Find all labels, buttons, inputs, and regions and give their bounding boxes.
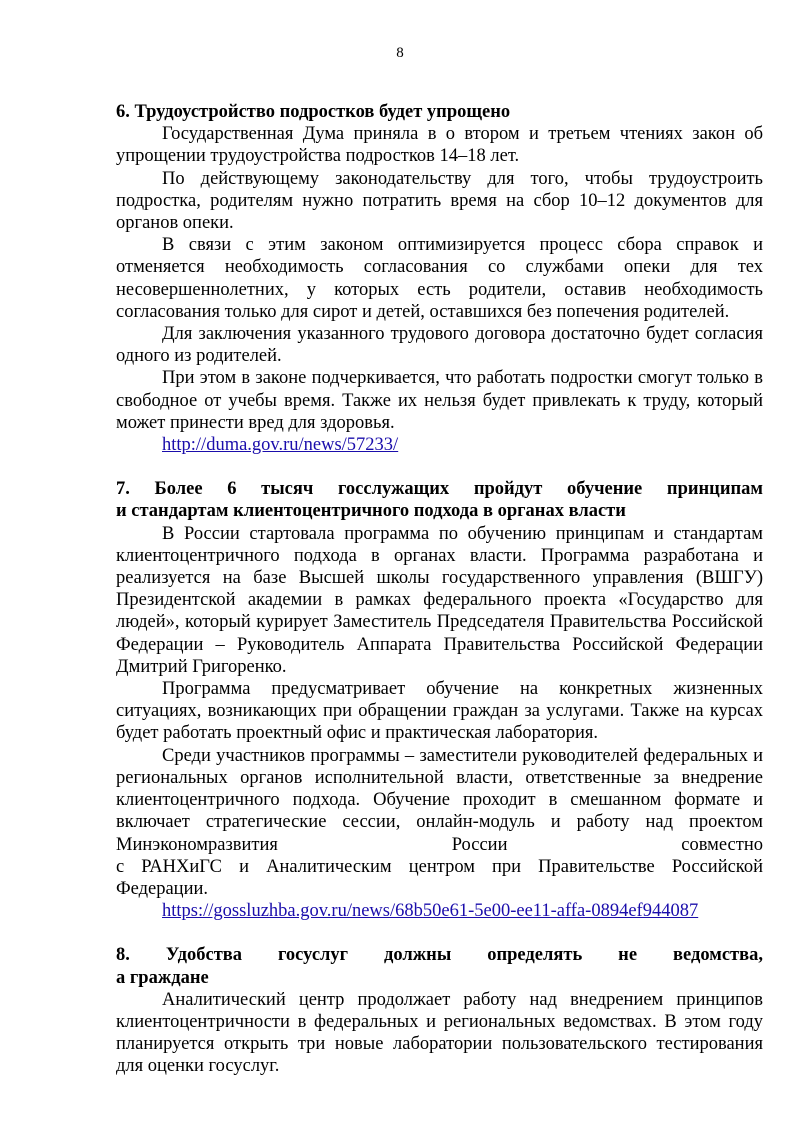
duma-news-link[interactable]: http://duma.gov.ru/news/57233/ <box>162 435 399 456</box>
section-7-paragraph: Среди участников программы – заместители руководителей федеральных и региональных органов исполнительной власти, ответственные за внедрение клиентоцентричного подхода. Обучение проходит в смешанном формате и включает стратегические сессии, онлайн-модуль и работу над проектом Минэкономразвития России совместно <box>116 745 763 855</box>
section-6-paragraph: В связи с этим законом оптимизируется процесс сбора справок и отменяется необходимость согласования со службами опеки для тех несовершеннолетних, у которых есть родители, оставив необходимость согласования только для сирот и детей, оставшихся без попечения родителей. <box>116 235 763 322</box>
section-6-paragraph: По действующему законодательству для того, чтобы трудоустроить подростка, родителям нужно потратить время на сбор 10–12 документов для органов опеки. <box>116 168 763 234</box>
section-7-paragraph: В России стартовала программа по обучению принципам и стандартам клиентоцентричного подхода в органах власти. Программа разработана и реализуется на базе Высшей школы государственного управления (ВШГУ) Президентской академии в рамках федерального проекта «Государство для людей», который курирует Заместитель Председателя Правительства Российской Федерации – Руководитель Аппарата Правительства Российской Федерации Дмитрий Григоренко. <box>116 523 763 677</box>
section-7-heading <box>116 478 763 522</box>
section-6-paragraph: Для заключения указанного трудового договора достаточно будет согласия одного из родителей. <box>116 324 763 367</box>
section-8 <box>116 944 763 1077</box>
section-8-heading-line-1: 8. Удобства госуслуг должны определять не ведомства, <box>116 945 763 966</box>
section-6-paragraph: Государственная Дума приняла в о втором и третьем чтениях закон об упрощении трудоустройства подростков 14–18 лет. <box>116 124 763 167</box>
page-number: 8 <box>396 45 404 61</box>
section-7 <box>116 478 763 922</box>
section-6 <box>116 101 763 456</box>
section-7-paragraph: Программа предусматривает обучение на конкретных жизненных ситуациях, возникающих при обращении граждан за услугами. Также на курсах будет работать проектный офис и практическая лаборатория. <box>116 679 763 744</box>
section-7-heading-line-2: и стандартам клиентоцентричного подхода в органах власти <box>116 501 626 522</box>
document-body <box>116 101 763 1078</box>
section-8-paragraph: Аналитический центр продолжает работу над внедрением принципов клиентоцентричности в федеральных и региональных ведомствах. В этом году планируется открыть три новые лаборатории пользовательского тестирования для оценки госуслуг. <box>116 989 763 1077</box>
section-7-paragraph: с РАНХиГС и Аналитическим центром при Правительстве Российской Федерации. <box>116 856 763 899</box>
section-8-heading-line-2: а граждане <box>116 967 209 988</box>
section-8-heading <box>116 944 763 988</box>
section-6-heading: 6. Трудоустройство подростков будет упрощено <box>116 102 511 122</box>
section-6-paragraph: При этом в законе подчеркивается, что работать подростки смогут только в свободное от учебы время. Также их нельзя будет привлекать к труду, который может принести вред для здоровья. <box>116 368 763 433</box>
section-7-heading-line-1: 7. Более 6 тысяч госслужащих пройдут обучение принципам <box>116 479 763 500</box>
gossluzhba-news-link[interactable]: https://gossluzhba.gov.ru/news/68b50e61-5e00-ee11-affa-0894ef944087 <box>162 901 699 922</box>
